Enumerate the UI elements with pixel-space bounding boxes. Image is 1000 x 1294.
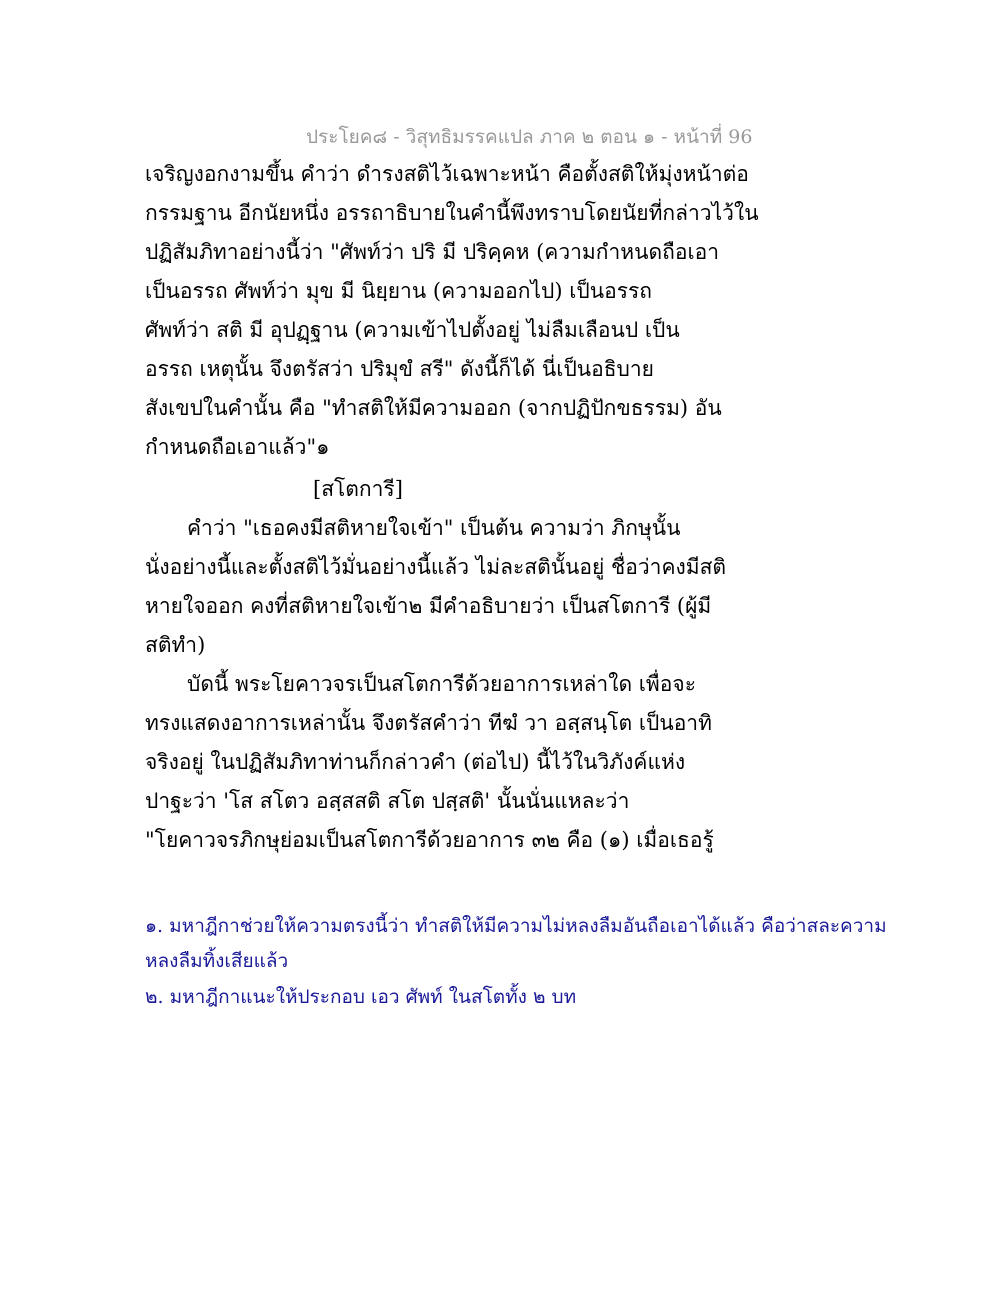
body-line: สติทำ) bbox=[145, 633, 206, 657]
footnote-1-continued: หลงลืมทิ้งเสียแล้ว bbox=[145, 950, 289, 972]
body-line: นั่งอย่างนี้และตั้งสติไว้มั่นอย่างนี้แล้ว ไม่ละสตินั้นอยู่ ชื่อว่าคงมีสติ bbox=[145, 555, 727, 579]
body-line: กำหนดถือเอาแล้ว"๑ bbox=[145, 435, 330, 459]
body-line: บัดนี้ พระโยคาวจรเป็นสโตการีด้วยอาการเหล่าใด เพื่อจะ bbox=[187, 672, 696, 696]
section-heading: [สโตการี] bbox=[313, 477, 403, 501]
body-line: หายใจออก คงที่สติหายใจเข้า๒ มีคำอธิบายว่า เป็นสโตการี (ผู้มี bbox=[145, 594, 712, 618]
body-line: จริงอยู่ ในปฏิสัมภิทาท่านก็กล่าวคำ (ต่อไป) นี้ไว้ในวิภังค์แห่ง bbox=[145, 750, 686, 774]
body-line: ศัพท์ว่า สติ มี อุปฏฺฐาน (ความเข้าไปตั้งอยู่ ไม่ลืมเลือนป เป็น bbox=[145, 318, 680, 342]
body-line: สังเขปในคำนั้น คือ "ทำสติให้มีความออก (จากปฏิปักขธรรม) อัน bbox=[145, 396, 722, 420]
running-header: ประโยค๘ - วิสุทธิมรรคแปล ภาค ๒ ตอน ๑ - หน้าที่ 96 bbox=[306, 126, 753, 148]
body-line: เจริญงอกงามขึ้น คำว่า ดำรงสติไว้เฉพาะหน้า คือตั้งสติให้มุ่งหน้าต่อ bbox=[145, 162, 749, 186]
footnote-1: ๑. มหาฎีกาช่วยให้ความตรงนี้ว่า ทำสติให้มีความไม่หลงลืมอันถือเอาได้แล้ว คือว่าสละความ bbox=[145, 915, 887, 937]
body-line: กรรมฐาน อีกนัยหนึ่ง อรรถาธิบายในคำนี้พึงทราบโดยนัยที่กล่าวไว้ใน bbox=[145, 201, 759, 225]
body-line: ปฏิสัมภิทาอย่างนี้ว่า "ศัพท์ว่า ปริ มี ปริคฺคห (ความกำหนดถือเอา bbox=[145, 240, 720, 264]
body-line: อรรถ เหตุนั้น จึงตรัสว่า ปริมุขํ สรี" ดังนี้ก็ได้ นี่เป็นอธิบาย bbox=[145, 357, 654, 381]
body-line: เป็นอรรถ ศัพท์ว่า มุข มี นิยฺยาน (ความออกไป) เป็นอรรถ bbox=[145, 279, 652, 303]
footnote-2: ๒. มหาฎีกาแนะให้ประกอบ เอว ศัพท์ ในสโตทั้ง ๒ บท bbox=[145, 986, 577, 1008]
body-line: ทรงแสดงอาการเหล่านั้น จึงตรัสคำว่า ทีฆํ วา อสฺสนฺโต เป็นอาทิ bbox=[145, 711, 712, 735]
body-line: ปาฐะว่า 'โส สโตว อสฺสสติ สโต ปสฺสติ' นั้นนั่นแหละว่า bbox=[145, 789, 630, 813]
body-line: "โยคาวจรภิกษุย่อมเป็นสโตการีด้วยอาการ ๓๒ คือ (๑) เมื่อเธอรู้ bbox=[145, 828, 714, 852]
body-line: คำว่า "เธอคงมีสติหายใจเข้า" เป็นต้น ความว่า ภิกษุนั้น bbox=[187, 516, 681, 540]
